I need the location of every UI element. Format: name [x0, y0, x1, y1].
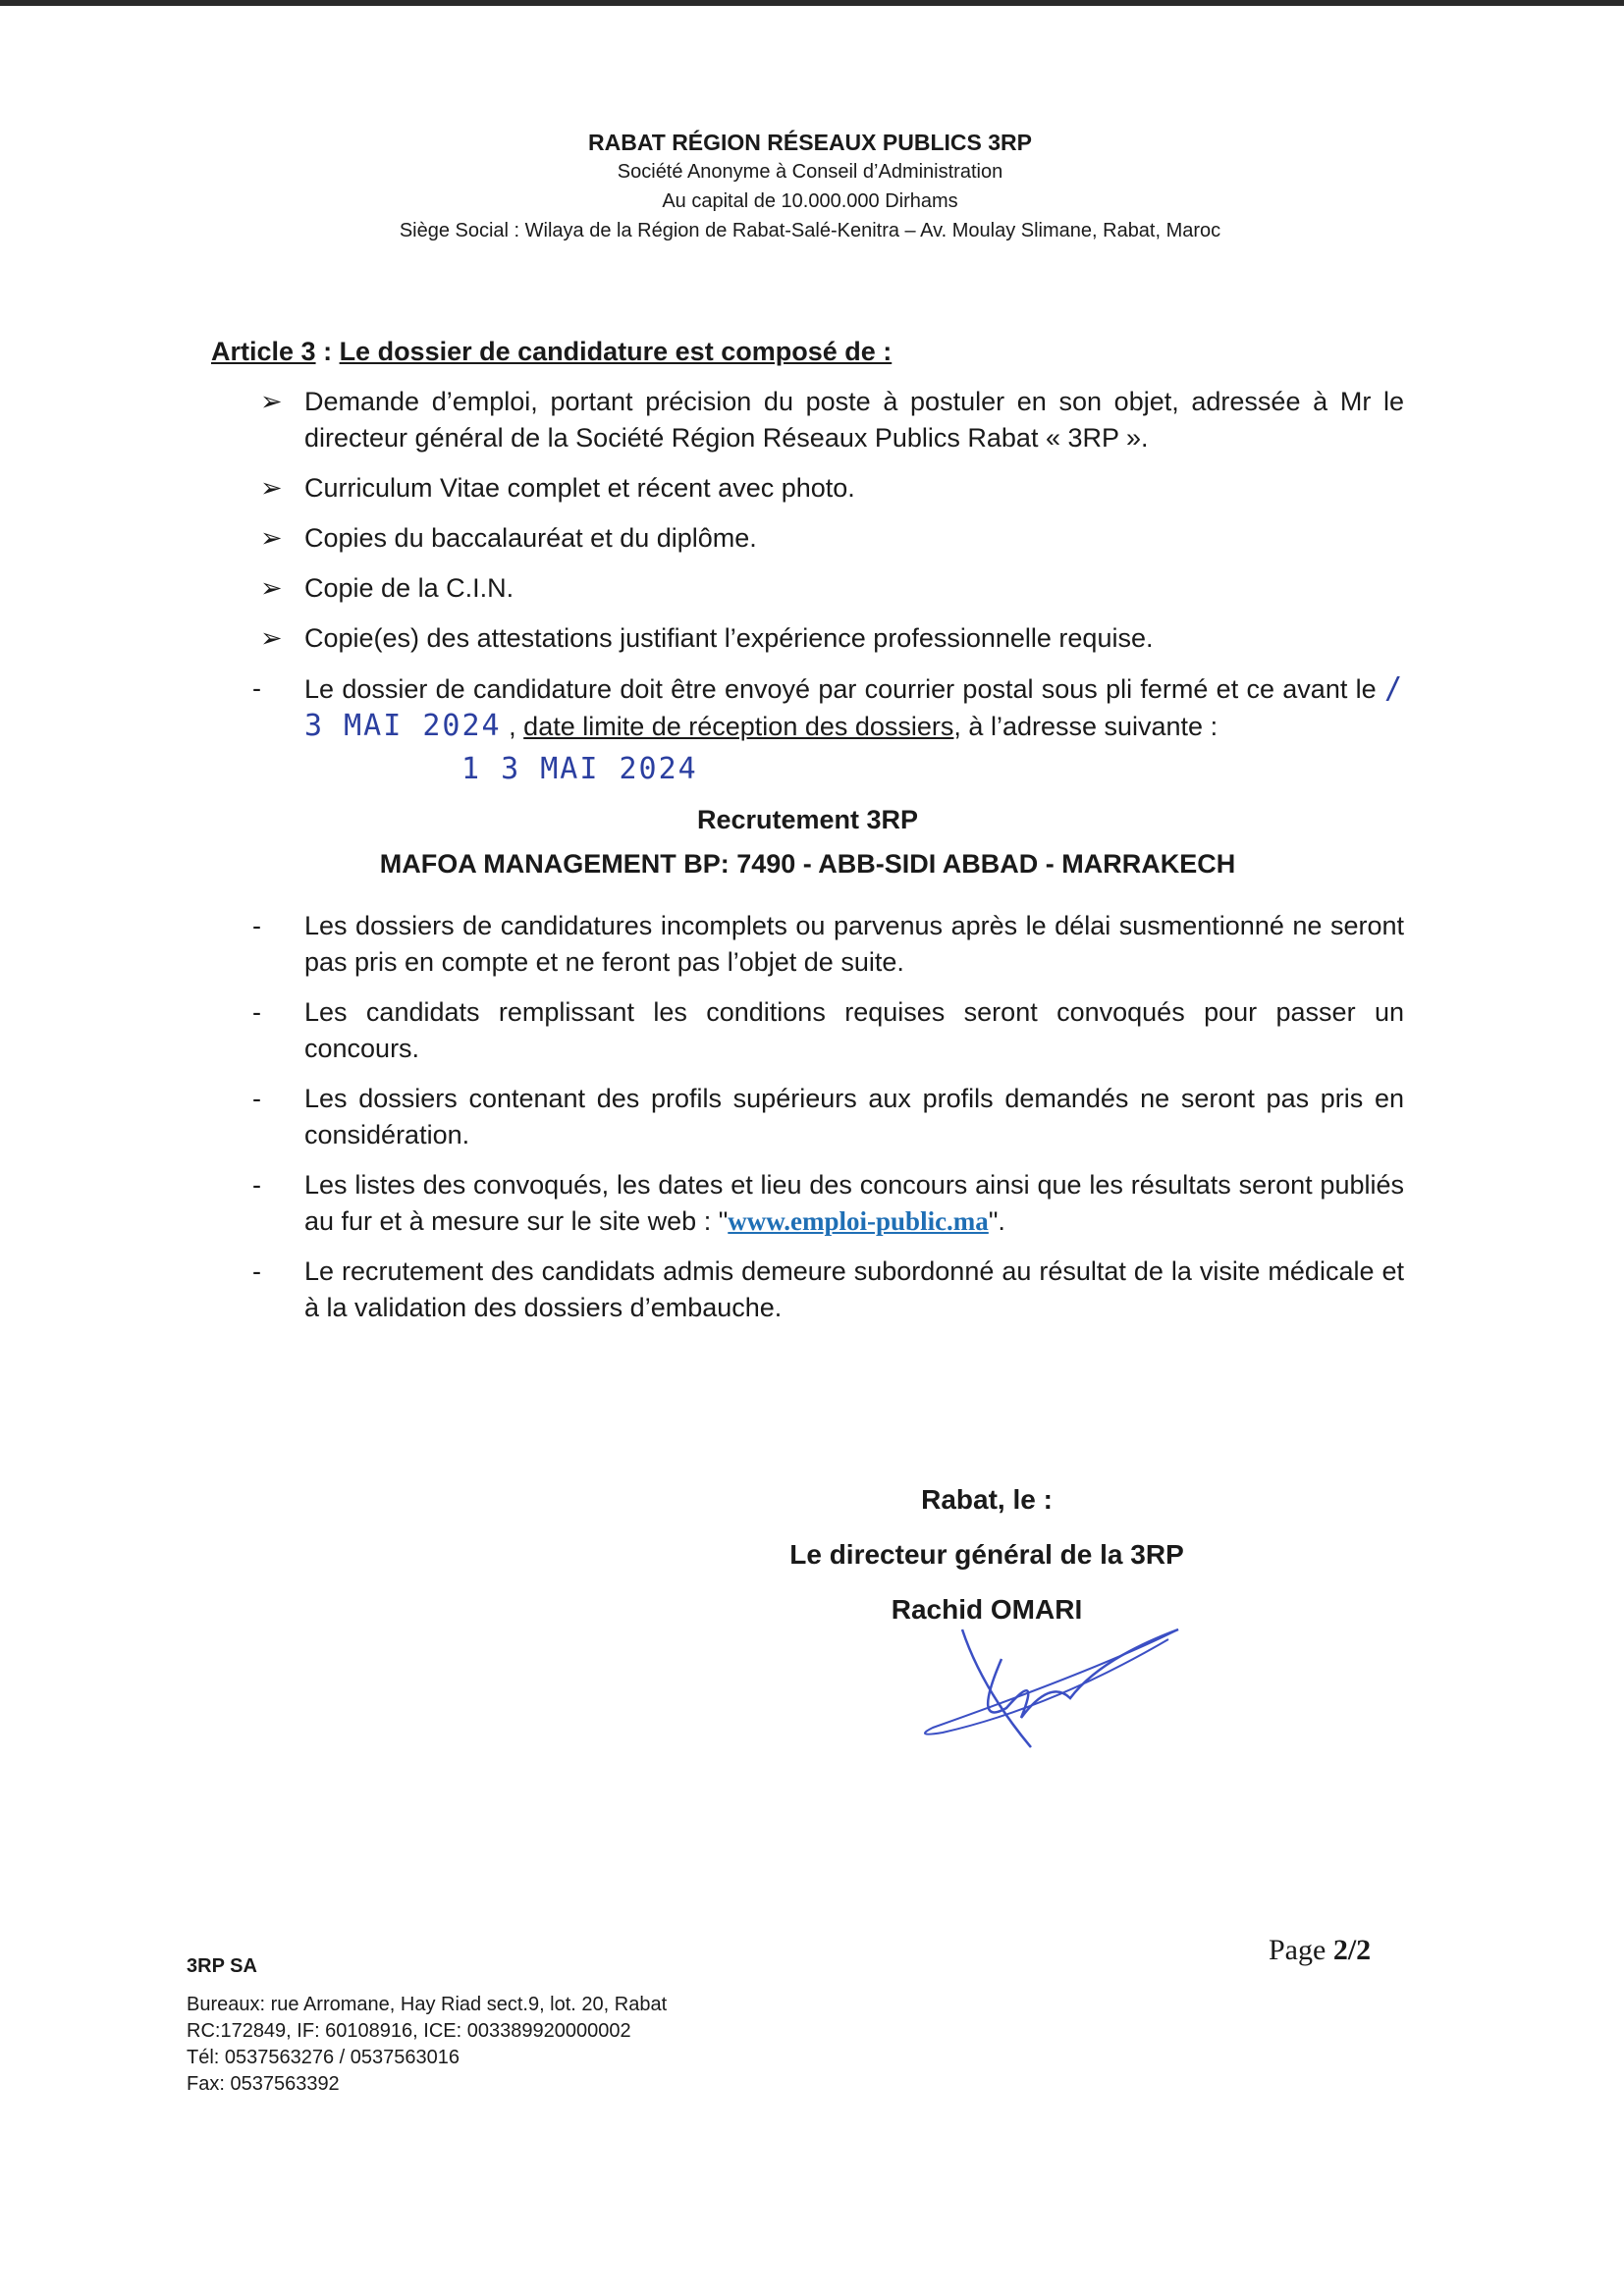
letterhead [295, 128, 1326, 245]
bullet-item [211, 520, 1404, 557]
footer-brand: 3RP SA [187, 1955, 257, 1977]
dash-bullet: - [252, 911, 261, 940]
note-item [211, 1254, 1404, 1326]
note-text: Les dossiers contenant des profils supérieurs aux profils demandés ne seront pas pris en considération. [304, 1084, 1404, 1149]
postal-address: MAFOA MANAGEMENT BP: 7490 - ABB-SIDI ABBAD - MARRAKECH [379, 849, 1236, 879]
dash-bullet: - [252, 1170, 261, 1200]
deadline-paragraph [211, 670, 1404, 788]
note-text: Le recrutement des candidats admis demeure subordonné au résultat de la visite médicale et à la validation des dossiers d’embauche. [304, 1256, 1404, 1322]
article-label: Article 3 [211, 337, 316, 366]
note-text: Les dossiers de candidatures incomplets ou parvenus après le délai susmentionné ne seront pas pris en compte et ne feront pas l’objet de suite. [304, 911, 1404, 977]
company-name: RABAT RÉGION RÉSEAUX PUBLICS 3RP [588, 130, 1032, 155]
dash-bullet: - [252, 1084, 261, 1113]
deadline-comma: , [509, 712, 516, 741]
handwritten-signature [903, 1610, 1198, 1757]
bullet-text: Copie(es) des attestations justifiant l’expérience professionnelle requise. [304, 623, 1154, 653]
footer [187, 1953, 874, 2098]
date-stamp-second: 1 3 MAI 2024 [461, 752, 698, 786]
note-item [211, 908, 1404, 981]
website-note [211, 1167, 1404, 1240]
page-value: 2/2 [1332, 1934, 1372, 1966]
bullet-item [211, 620, 1404, 657]
legal-form: Société Anonyme à Conseil d’Administration [617, 161, 1003, 183]
footer-tel: Tél: 0537563276 / 0537563016 [187, 2047, 460, 2068]
footer-address: Bureaux: rue Arromane, Hay Riad sect.9, lot. 20, Rabat [187, 1994, 668, 2015]
note-item [211, 1081, 1404, 1153]
footer-ids: RC:172849, IF: 60108916, ICE: 003389920000002 [187, 2020, 631, 2042]
head-office: Siège Social : Wilaya de la Région de Rabat-Salé-Kenitra – Av. Moulay Slimane, Rabat, Maroc [399, 220, 1221, 241]
dash-bullet: - [252, 1256, 261, 1286]
signatory-name: Rachid OMARI [891, 1594, 1083, 1625]
bullet-text: Copies du baccalauréat et du diplôme. [304, 523, 757, 553]
document-body [211, 334, 1404, 1340]
website-note-text: Les listes des convoqués, les dates et lieu des concours ainsi que les résultats seront publiés au fur et à mesure sur le site web : " [304, 1170, 1404, 1236]
bullet-item [211, 384, 1404, 456]
article-separator: : [315, 337, 340, 366]
page-number [1269, 1934, 1371, 1967]
date-stamp: / 3 MAI 2024 [304, 671, 1404, 743]
deadline-intro: Le dossier de candidature doit être envoyé par courrier postal sous pli fermé et ce avant le [304, 674, 1377, 704]
bullet-text: Demande d’emploi, portant précision du poste à postuler en son objet, adressée à Mr le directeur général de la Société Région Réseaux Publics Rabat « 3RP ». [304, 387, 1404, 453]
bullet-item [211, 570, 1404, 607]
note-item [211, 994, 1404, 1067]
article-heading [211, 334, 1404, 370]
bullet-item [211, 470, 1404, 507]
deadline-underlined: date limite de réception des dossiers [523, 712, 954, 741]
arrow-bullet-icon: ➢ [260, 387, 283, 416]
arrow-bullet-icon: ➢ [260, 473, 283, 503]
footer-fax: Fax: 0537563392 [187, 2073, 340, 2095]
arrow-bullet-icon: ➢ [260, 623, 283, 653]
signature-place: Rabat, le : [921, 1484, 1053, 1515]
capital: Au capital de 10.000.000 Dirhams [662, 190, 958, 212]
scan-top-edge [0, 0, 1624, 6]
note-text: Les candidats remplissant les conditions requises seront convoqués pour passer un concours. [304, 997, 1404, 1063]
dash-bullet: - [252, 673, 261, 703]
arrow-bullet-icon: ➢ [260, 573, 283, 603]
website-link[interactable]: www.emploi-public.ma [728, 1206, 989, 1236]
arrow-bullet-icon: ➢ [260, 523, 283, 553]
bullet-text: Curriculum Vitae complet et récent avec photo. [304, 473, 855, 503]
bullet-text: Copie de la C.I.N. [304, 573, 514, 603]
page-label: Page [1269, 1934, 1326, 1966]
article-title: Le dossier de candidature est composé de : [339, 337, 893, 366]
dash-bullet: - [252, 997, 261, 1027]
signatory-title: Le directeur général de la 3RP [789, 1539, 1184, 1570]
recipient-name: Recrutement 3RP [696, 805, 919, 834]
deadline-tail: , à l’adresse suivante : [953, 712, 1218, 741]
website-note-end: ". [988, 1206, 1005, 1236]
